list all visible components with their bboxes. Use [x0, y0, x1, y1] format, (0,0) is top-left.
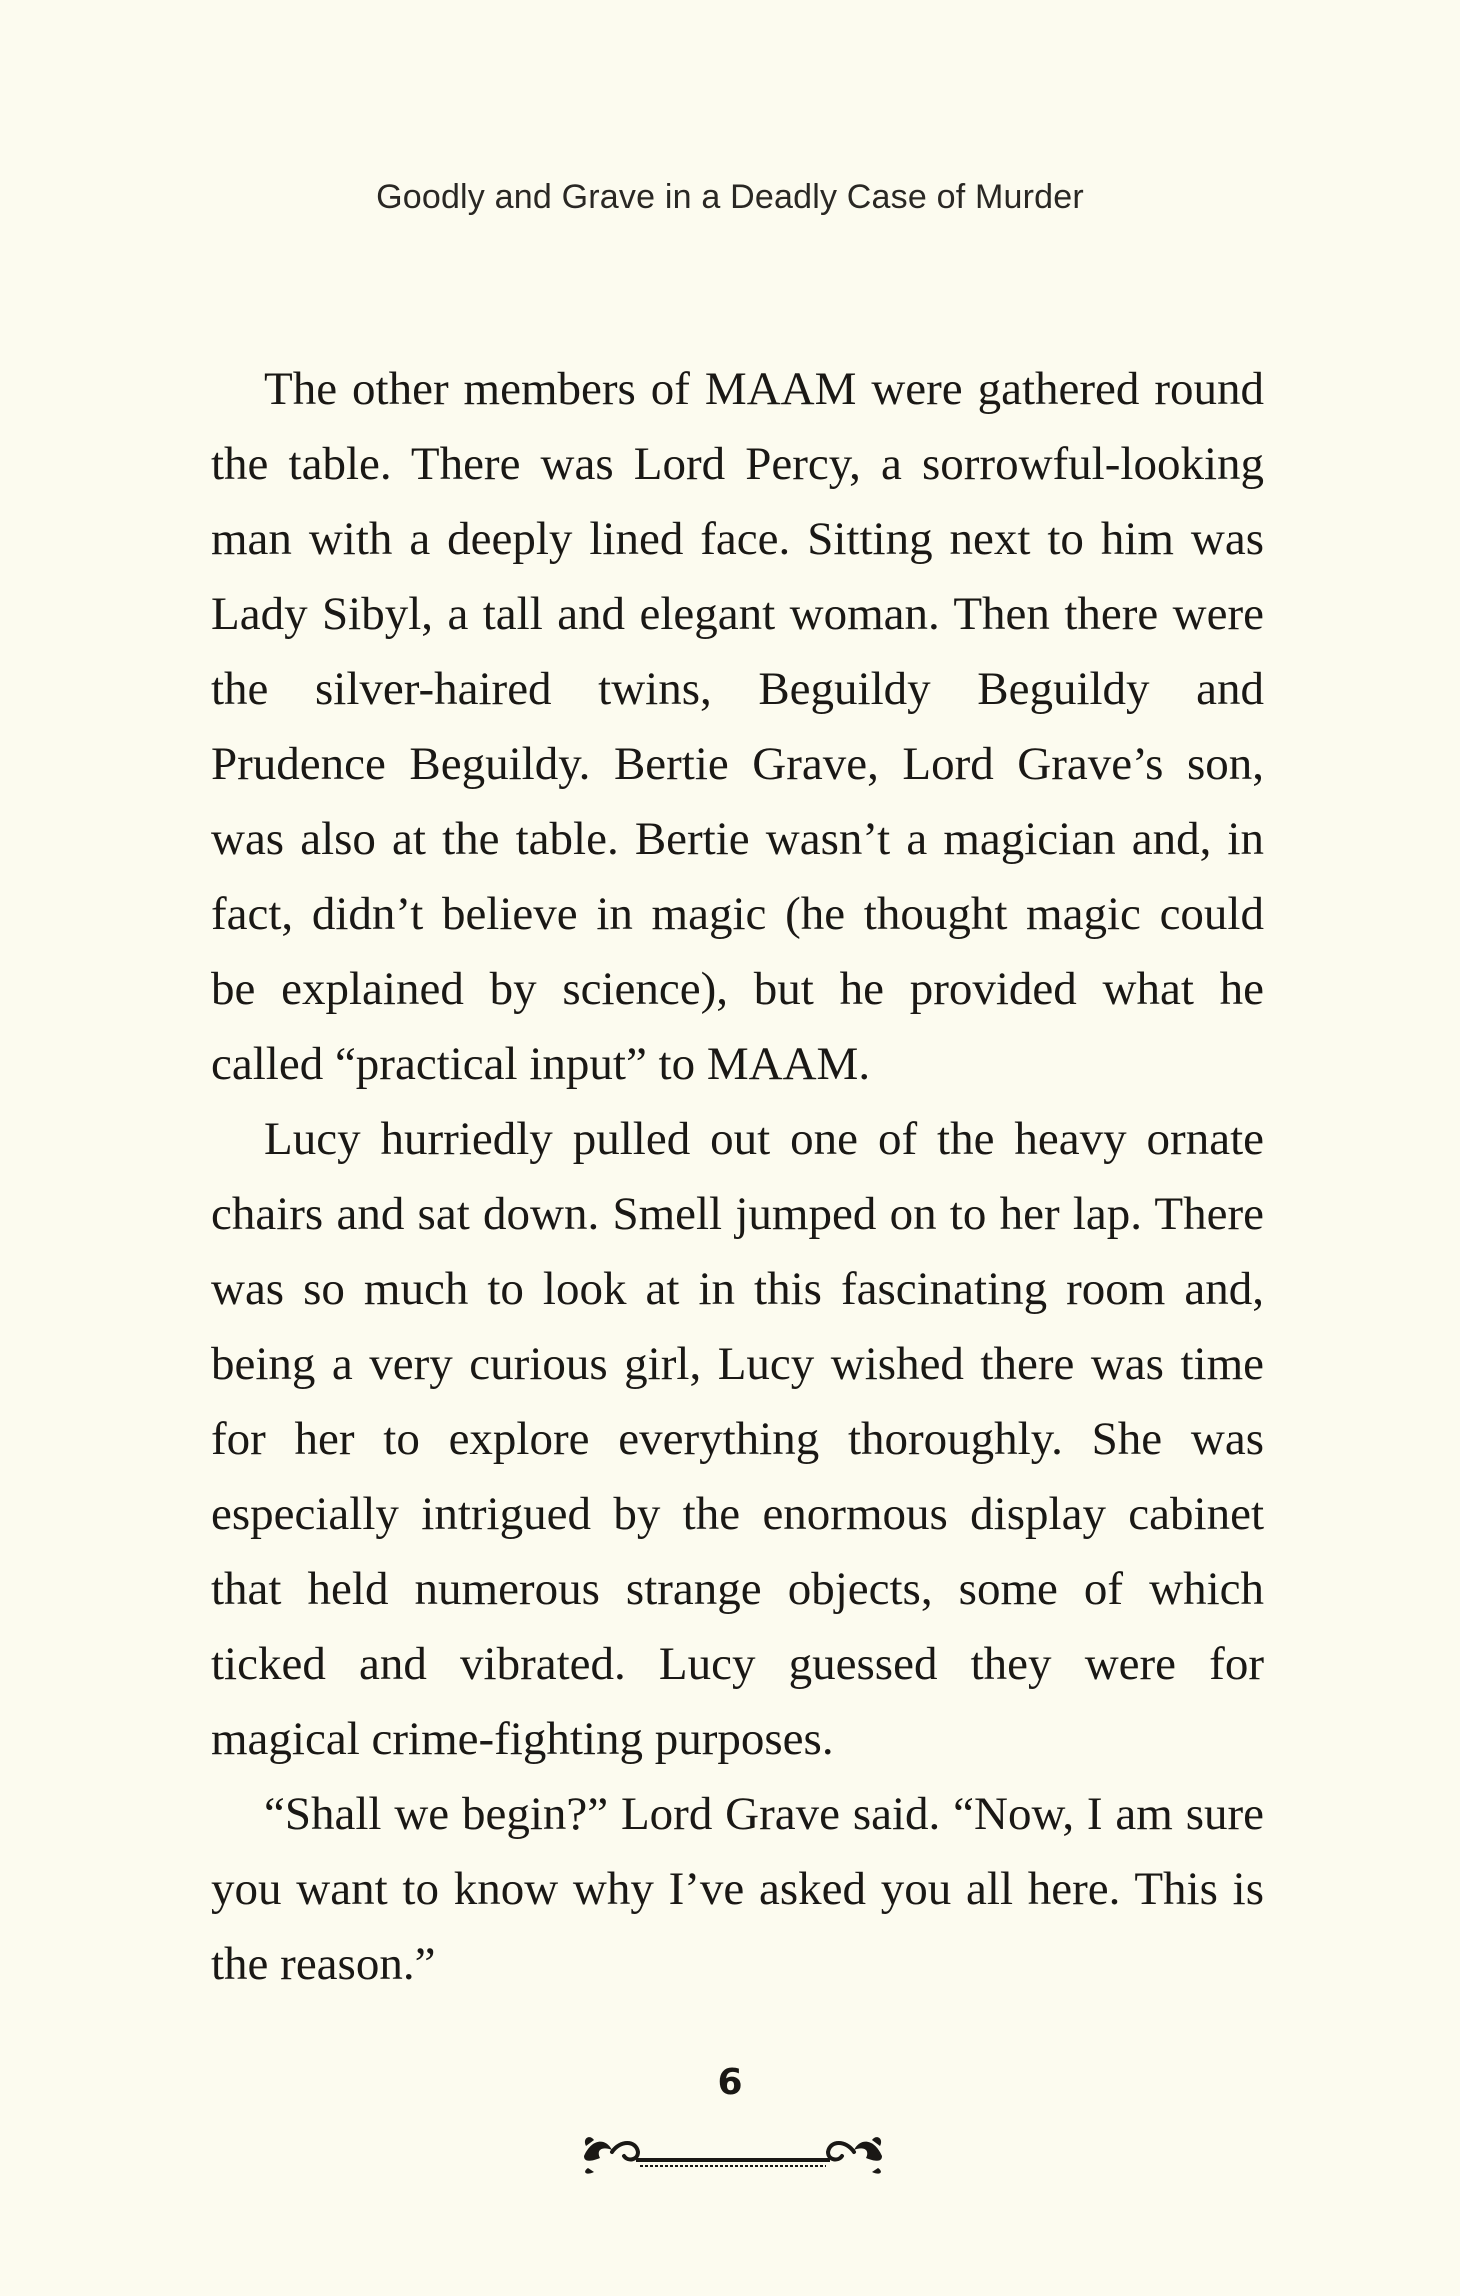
- decorative-scroll-ornament-icon: [578, 2128, 888, 2178]
- page-number: 6: [717, 2062, 743, 2103]
- running-head: Goodly and Grave in a Deadly Case of Murder: [376, 178, 1084, 216]
- paragraph-3: “Shall we begin?” Lord Grave said. “Now, I am sure you want to know why I’ve asked you all here. This is the reason.”: [211, 1788, 1264, 1990]
- paragraph-2: Lucy hurriedly pulled out one of the heavy ornate chairs and sat down. Smell jumped on to her lap. There was so much to look at in this fascinating room and, being a very curious girl, Lucy wished there was time for her to explore everything thoroughly. She was especially intrigued by the enormous display cabinet that held numerous strange objects, some of which ticked and vibrated. Lucy guessed they were for magical crime-fighting purposes.: [211, 1113, 1264, 1765]
- paragraph-1: The other members of MAAM were gathered round the table. There was Lord Percy, a sorrowful-looking man with a deeply lined face. Sitting next to him was Lady Sibyl, a tall and elegant woman. Then there were the silver-haired twins, Beguildy Beguildy and Prudence Beguildy. Bertie Grave, Lord Grave’s son, was also at the table. Bertie wasn’t a magician and, in fact, didn’t believe in magic (he thought magic could be explained by science), but he provided what he called “practical input” to MAAM.: [211, 363, 1264, 1090]
- body-text: [211, 352, 1264, 2002]
